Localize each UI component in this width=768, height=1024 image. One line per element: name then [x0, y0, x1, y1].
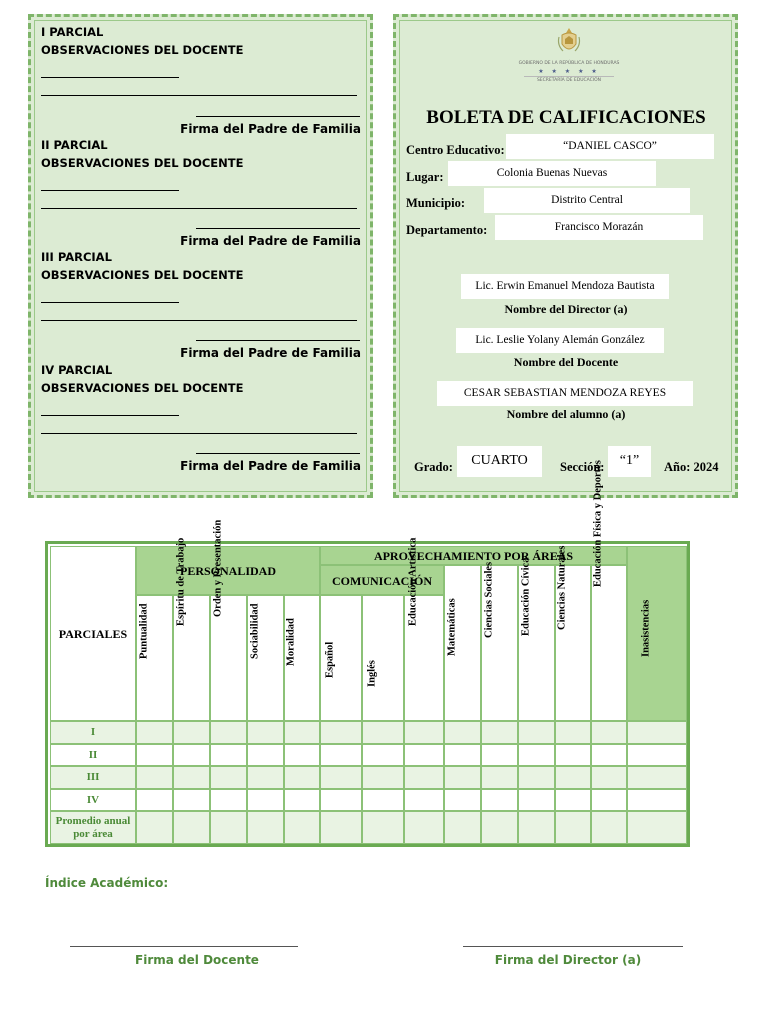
col-fisica	[591, 460, 627, 721]
director-field[interactable]: Lic. Erwin Emanuel Mendoza Bautista	[461, 274, 669, 299]
firma-line[interactable]	[196, 228, 360, 229]
grade-cell[interactable]	[481, 721, 518, 744]
grade-cell[interactable]	[627, 721, 687, 744]
col-ingles	[362, 595, 404, 721]
col-sociales	[481, 561, 518, 721]
grade-cell[interactable]	[404, 789, 444, 811]
grade-cell[interactable]	[210, 811, 247, 844]
grade-cell[interactable]	[210, 744, 247, 766]
col-artistica	[404, 537, 444, 721]
firma-padre-label: Firma del Padre de Familia	[180, 122, 361, 136]
row-label: I	[50, 721, 136, 744]
alumno-field[interactable]: CESAR SEBASTIAN MENDOZA REYES	[437, 381, 693, 406]
grade-cell[interactable]	[481, 744, 518, 766]
grade-cell[interactable]	[247, 721, 284, 744]
grade-cell[interactable]	[173, 811, 210, 844]
firma-padre-label: Firma del Padre de Familia	[180, 459, 361, 473]
parcial-title: II PARCIAL	[41, 138, 108, 152]
indice-academico-label: Índice Académico:	[45, 876, 169, 890]
grade-cell[interactable]	[627, 766, 687, 789]
grade-cell[interactable]	[362, 744, 404, 766]
grade-cell[interactable]	[444, 744, 481, 766]
grade-cell[interactable]	[284, 744, 320, 766]
row-label: II	[50, 744, 136, 766]
docente-caption: Nombre del Docente	[513, 355, 619, 369]
grade-cell[interactable]	[210, 721, 247, 744]
grade-cell[interactable]	[627, 789, 687, 811]
grade-cell[interactable]	[627, 811, 687, 844]
grade-cell[interactable]	[444, 789, 481, 811]
grade-cell[interactable]	[320, 766, 362, 789]
government-crest	[514, 27, 624, 84]
grade-cell[interactable]	[591, 811, 627, 844]
grade-cell[interactable]	[555, 721, 591, 744]
col-header: Educación Física y Deportes	[592, 460, 604, 588]
grade-cell[interactable]	[173, 721, 210, 744]
firma-line[interactable]	[196, 340, 360, 341]
grade-cell[interactable]	[320, 744, 362, 766]
col-espanol	[320, 595, 362, 721]
anio-label: Año: 2024	[664, 460, 719, 474]
grade-cell[interactable]	[320, 811, 362, 844]
col-header: Orden y Presentación	[212, 519, 223, 617]
grade-cell[interactable]	[320, 721, 362, 744]
col-header: Ciencias Naturales	[556, 545, 568, 630]
grade-cell[interactable]	[210, 789, 247, 811]
grade-cell[interactable]	[173, 789, 210, 811]
col-inasistencias	[627, 546, 687, 721]
col-header: Español	[324, 641, 336, 678]
grade-cell[interactable]	[444, 811, 481, 844]
grado-label: Grado:	[414, 460, 453, 474]
grade-cell[interactable]	[591, 766, 627, 789]
row-label: IV	[50, 789, 136, 811]
parcial-subtitle: OBSERVACIONES DEL DOCENTE	[41, 381, 244, 395]
col-header: Educación Cívica	[520, 557, 531, 636]
grade-cell[interactable]	[481, 766, 518, 789]
col-matematicas	[444, 565, 481, 721]
grade-cell[interactable]	[284, 789, 320, 811]
seccion-label: Sección:	[560, 460, 605, 474]
seccion-field[interactable]: “1”	[608, 446, 651, 477]
grade-cell[interactable]	[247, 766, 284, 789]
col-civica	[518, 557, 555, 721]
observaciones-panel	[28, 14, 373, 498]
firma-docente-label: Firma del Docente	[135, 953, 259, 967]
col-header: Moralidad	[285, 618, 297, 667]
obs-line[interactable]	[41, 415, 179, 416]
obs-line[interactable]	[41, 302, 179, 303]
grade-cell[interactable]	[404, 721, 444, 744]
grade-cell[interactable]	[362, 766, 404, 789]
grade-cell[interactable]	[284, 811, 320, 844]
firma-director-line[interactable]	[463, 946, 683, 947]
grade-cell[interactable]	[284, 766, 320, 789]
firma-line[interactable]	[196, 116, 360, 117]
col-header: Puntualidad	[138, 603, 149, 659]
grade-cell[interactable]	[591, 721, 627, 744]
col-puntualidad	[136, 595, 173, 721]
municipio-field[interactable]: Distrito Central	[484, 188, 690, 213]
parcial-subtitle: OBSERVACIONES DEL DOCENTE	[41, 43, 244, 57]
grade-cell[interactable]	[555, 766, 591, 789]
col-header: Espíritu de Trabajo	[175, 537, 186, 626]
grade-cell[interactable]	[136, 811, 173, 844]
grade-cell[interactable]	[404, 766, 444, 789]
parcial-title: IV PARCIAL	[41, 363, 113, 377]
grade-cell[interactable]	[173, 744, 210, 766]
firma-director-label: Firma del Director (a)	[494, 953, 642, 967]
grade-cell[interactable]	[247, 811, 284, 844]
grade-cell[interactable]	[518, 744, 555, 766]
grade-cell[interactable]	[518, 766, 555, 789]
crest-text-bottom: SECRETARÍA DE EDUCACIÓN	[524, 76, 614, 84]
lugar-label: Lugar:	[406, 170, 444, 184]
docente-field[interactable]: Lic. Leslie Yolany Alemán González	[456, 328, 664, 353]
grade-cell[interactable]	[362, 811, 404, 844]
centro-label: Centro Educativo:	[406, 143, 505, 157]
grade-cell[interactable]	[362, 789, 404, 811]
grade-cell[interactable]	[362, 721, 404, 744]
grade-cell[interactable]	[518, 811, 555, 844]
obs-line[interactable]	[41, 320, 357, 321]
obs-line[interactable]	[41, 208, 357, 209]
firma-docente-line[interactable]	[70, 946, 298, 947]
grade-cell[interactable]	[320, 789, 362, 811]
firma-padre-label: Firma del Padre de Familia	[180, 234, 361, 248]
grade-cell[interactable]	[555, 744, 591, 766]
grade-cell[interactable]	[136, 789, 173, 811]
col-header: Inasistencias	[640, 599, 652, 657]
grado-field[interactable]: CUARTO	[457, 446, 542, 477]
parcial-subtitle: OBSERVACIONES DEL DOCENTE	[41, 268, 244, 282]
personalidad-header: PERSONALIDAD	[136, 546, 320, 595]
obs-line[interactable]	[41, 433, 357, 434]
grade-cell[interactable]	[136, 766, 173, 789]
alumno-caption: Nombre del alumno (a)	[506, 407, 626, 421]
coat-of-arms-icon	[556, 27, 582, 57]
obs-line[interactable]	[41, 77, 179, 78]
grade-cell[interactable]	[591, 744, 627, 766]
grade-cell[interactable]	[444, 721, 481, 744]
grade-cell[interactable]	[284, 721, 320, 744]
grade-cell[interactable]	[518, 789, 555, 811]
parcial-block-2	[41, 136, 361, 251]
parcial-block-4	[41, 361, 361, 476]
grade-cell[interactable]	[173, 766, 210, 789]
departamento-label: Departamento:	[406, 223, 488, 237]
grade-cell[interactable]	[404, 744, 444, 766]
col-header: Matemáticas	[446, 598, 457, 657]
centro-field[interactable]: “DANIEL CASCO”	[506, 134, 714, 159]
parcial-block-3	[41, 248, 361, 363]
crest-text-top: GOBIERNO DE LA REPÚBLICA DE HONDURAS	[518, 61, 620, 66]
grade-cell[interactable]	[627, 744, 687, 766]
grade-cell[interactable]	[136, 744, 173, 766]
firma-line[interactable]	[196, 453, 360, 454]
aprovechamiento-header: APROVECHAMIENTO POR ÁREAS	[320, 546, 627, 565]
firma-padre-label: Firma del Padre de Familia	[180, 346, 361, 360]
col-header: Ciencias Sociales	[483, 561, 494, 638]
departamento-field[interactable]: Francisco Morazán	[495, 215, 703, 240]
grade-cell[interactable]	[555, 789, 591, 811]
comunicacion-header: COMUNICACIÓN	[320, 565, 444, 595]
boleta-panel	[393, 14, 738, 498]
obs-line[interactable]	[41, 190, 179, 191]
grade-cell[interactable]	[210, 766, 247, 789]
col-moralidad	[284, 595, 320, 721]
grade-cell[interactable]	[247, 744, 284, 766]
director-caption: Nombre del Director (a)	[504, 302, 628, 316]
col-orden	[210, 519, 247, 721]
lugar-field[interactable]: Colonia Buenas Nuevas	[448, 161, 656, 186]
col-header: Sociabilidad	[249, 603, 260, 659]
obs-line[interactable]	[41, 95, 357, 96]
row-label: Promedio anual por área	[50, 811, 136, 844]
parcial-block-1	[41, 23, 361, 138]
grade-cell[interactable]	[247, 789, 284, 811]
col-naturales	[555, 545, 591, 721]
grade-cell[interactable]	[481, 811, 518, 844]
parcial-title: III PARCIAL	[41, 250, 112, 264]
municipio-label: Municipio:	[406, 196, 466, 210]
parcial-title: I PARCIAL	[41, 25, 104, 39]
parciales-header: PARCIALES	[50, 546, 136, 721]
col-header: Educación Artística	[407, 537, 419, 626]
grade-cell[interactable]	[518, 721, 555, 744]
grade-cell[interactable]	[481, 789, 518, 811]
row-label: III	[50, 766, 136, 789]
boleta-title: BOLETA DE CALIFICACIONES	[426, 107, 706, 128]
grade-cell[interactable]	[555, 811, 591, 844]
crest-stars: ★ ★ ★ ★ ★	[538, 68, 600, 75]
parcial-subtitle: OBSERVACIONES DEL DOCENTE	[41, 156, 244, 170]
grade-cell[interactable]	[136, 721, 173, 744]
col-espiritu	[173, 537, 210, 721]
grade-cell[interactable]	[591, 789, 627, 811]
col-header: Inglés	[366, 660, 378, 688]
grade-cell[interactable]	[404, 811, 444, 844]
grade-cell[interactable]	[444, 766, 481, 789]
col-sociabilidad	[247, 595, 284, 721]
